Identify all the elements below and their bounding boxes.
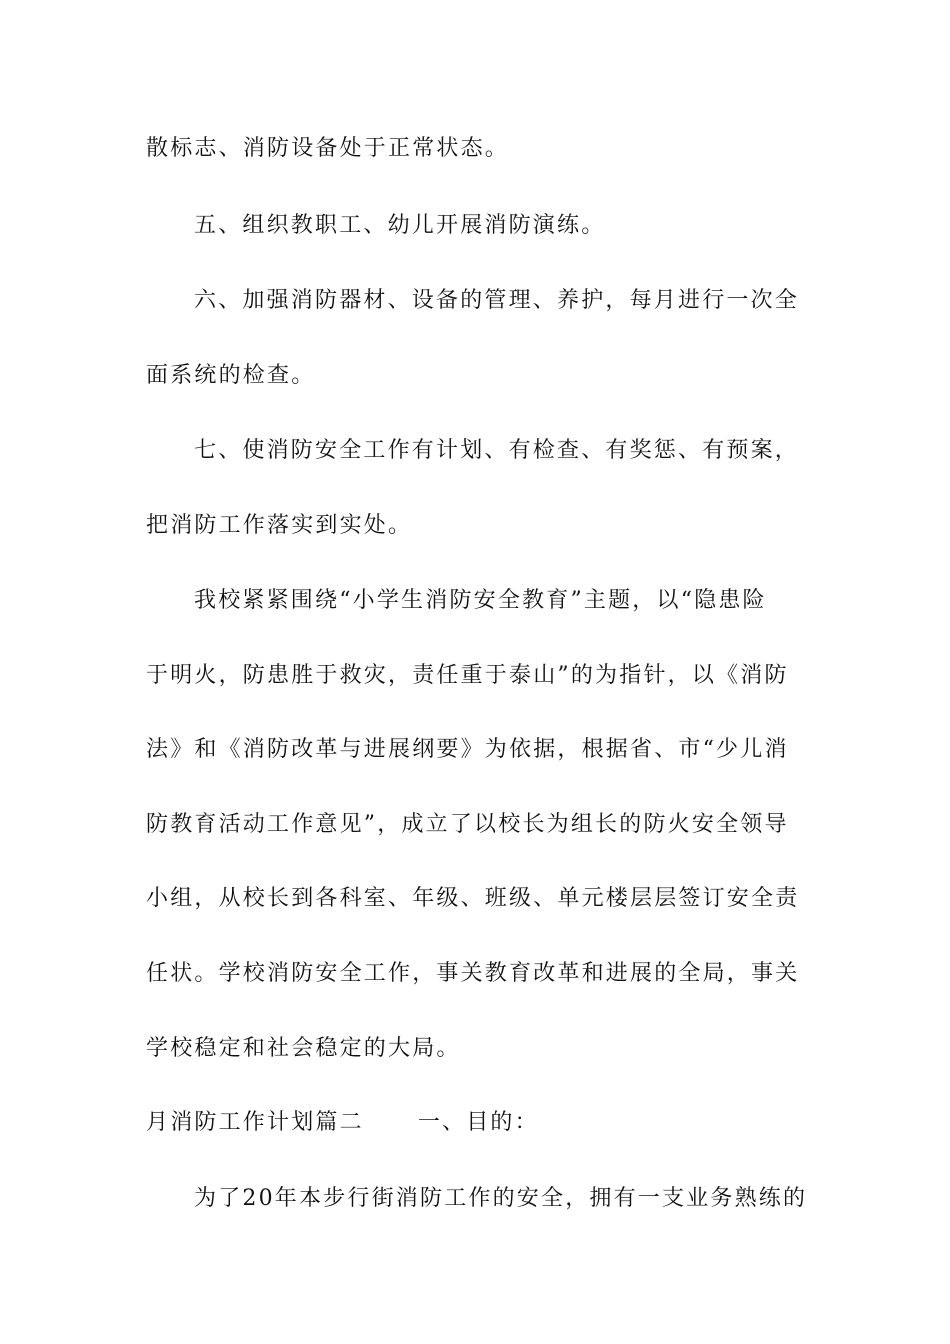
- paragraph-line: 学校稳定和社会稳定的大局。: [146, 1036, 461, 1061]
- paragraph-line: 面系统的检查。: [146, 363, 316, 388]
- paragraph-line: 于明火，防患胜于救灾，责任重于泰山”的为指针，以《消防: [146, 663, 789, 688]
- section-subheading: 一、目的：: [417, 1110, 539, 1135]
- section-heading: [146, 1108, 539, 1138]
- paragraph-line: 六、加强消防器材、设备的管理、养护，每月进行一次全: [194, 288, 800, 313]
- paragraph-line: 法》和《消防改革与进展纲要》为依据，根据省、市“少儿消: [146, 737, 789, 762]
- paragraph-line: 散标志、消防设备处于正常状态。: [146, 136, 510, 161]
- paragraph-line: 任状。学校消防安全工作，事关教育改革和进展的全局，事关: [146, 961, 800, 986]
- paragraph-line: 为了20年本步行街消防工作的安全，拥有一支业务熟练的: [194, 1186, 808, 1211]
- paragraph-line: 防教育活动工作意见”，成立了以校长为组长的防火安全领导: [146, 812, 789, 837]
- paragraph-line: 七、使消防安全工作有计划、有检查、有奖惩、有预案，: [194, 438, 800, 463]
- paragraph-line: 我校紧紧围绕“小学生消防安全教育”主题，以“隐患险: [194, 588, 767, 613]
- paragraph-line: 小组，从校长到各科室、年级、班级、单元楼层层签订安全责: [146, 886, 800, 911]
- paragraph-line: 五、组织教职工、幼儿开展消防演练。: [194, 213, 606, 238]
- paragraph-line: 把消防工作落实到实处。: [146, 513, 413, 538]
- section-title: 月消防工作计划篇二: [146, 1110, 364, 1135]
